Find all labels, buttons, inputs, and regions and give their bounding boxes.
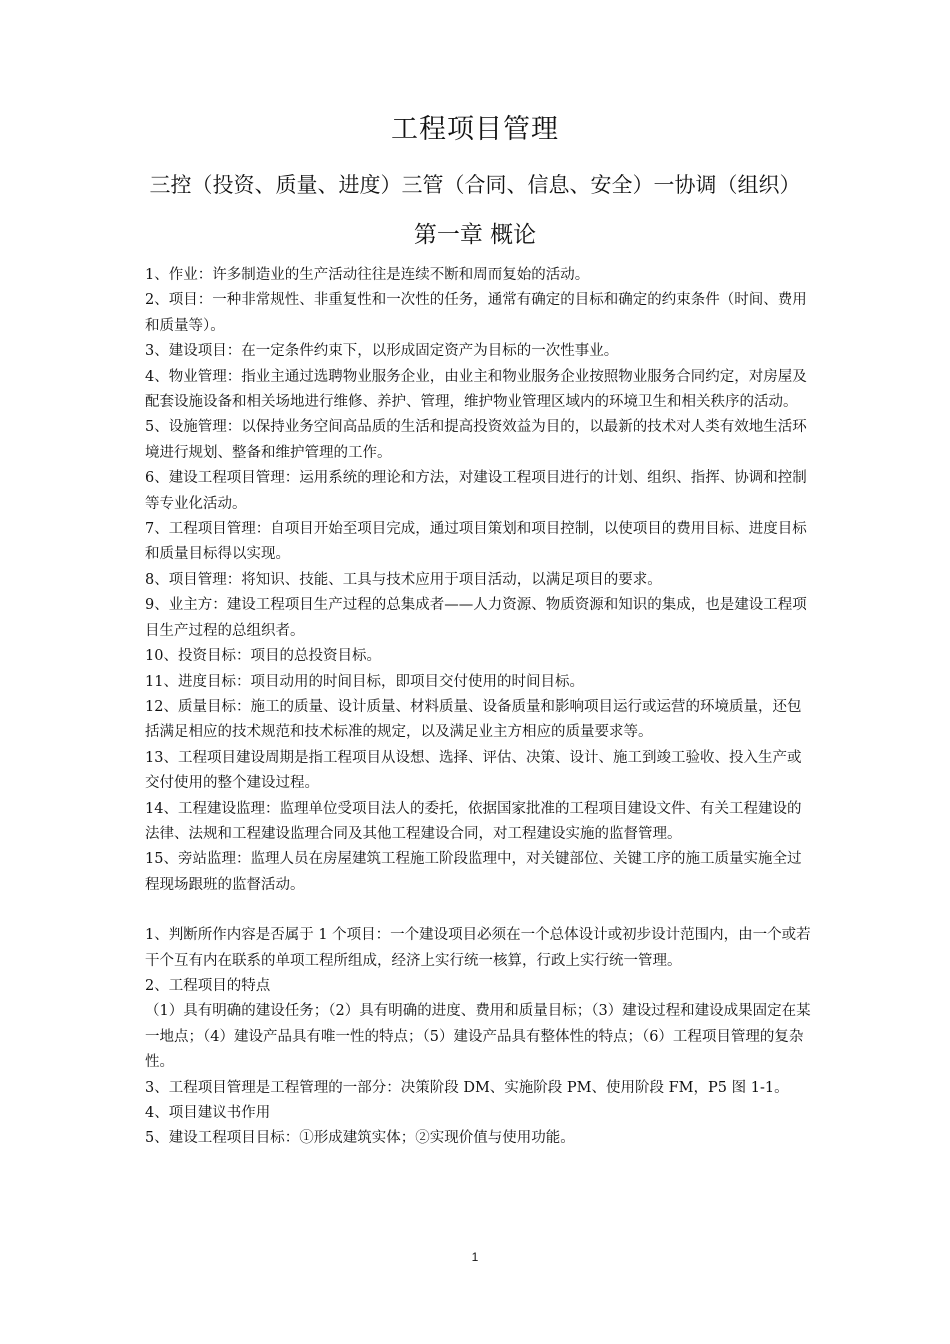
definition-item: 11、进度目标：项目动用的时间目标，即项目交付使用的时间目标。 <box>145 673 584 690</box>
definition-item: 10、投资目标：项目的总投资目标。 <box>145 648 381 665</box>
document-subtitle: 三控（投资、质量、进度）三管（合同、信息、安全）一协调（组织） <box>149 173 801 197</box>
key-point-item: 2、工程项目的特点 <box>145 977 271 994</box>
definition-item: 13、工程项目建设周期是指工程项目从设想、选择、评估、决策、设计、施工到竣工验收、投入生产或交付使用的整个建设过程。 <box>145 749 802 792</box>
section-spacer <box>145 898 815 923</box>
definition-item: 3、建设项目：在一定条件约束下，以形成固定资产为目标的一次性事业。 <box>145 343 619 360</box>
definition-item: 6、建设工程项目管理：运用系统的理论和方法，对建设工程项目进行的计划、组织、指挥、协调和控制等专业化活动。 <box>145 470 807 512</box>
definition-item: 5、设施管理：以保持业务空间高品质的生活和提高投资效益为目的，以最新的技术对人类有效地生活环境进行规划、整备和维护管理的工作。 <box>145 419 807 461</box>
definition-item: 4、物业管理：指业主通过选聘物业服务企业，由业主和物业服务企业按照物业服务合同约定，对房屋及配套设施设备和相关场地进行维修、养护、管理，维护物业管理区域内的环境卫生和相关秩序的活动。 <box>145 368 807 411</box>
definition-item: 9、业主方：建设工程项目生产过程的总集成者——人力资源、物质资源和知识的集成，也是建设工程项目生产过程的总组织者。 <box>145 597 807 639</box>
definition-item: 8、项目管理：将知识、技能、工具与技术应用于项目活动，以满足项目的要求。 <box>145 571 662 588</box>
definition-item: 2、项目：一种非常规性、非重复性和一次性的任务，通常有确定的目标和确定的约束条件（时间、费用和质量等）。 <box>145 292 807 334</box>
key-point-item: 4、项目建议书作用 <box>145 1105 271 1121</box>
key-points-list <box>145 923 815 1152</box>
key-point-item: 1、判断所作内容是否属于 1 个项目：一个建设项目必须在一个总体设计或初步设计范围内，由一个或若干个互有内在联系的单项工程所组成，经济上实行统一核算，行政上实行统一管理。 <box>145 927 811 969</box>
page-number: 1 <box>471 1250 479 1264</box>
document-body <box>145 263 815 1152</box>
definition-item: 12、质量目标：施工的质量、设计质量、材料质量、设备质量和影响项目运行或运营的环境质量，还包括满足相应的技术规范和技术标准的规定，以及满足业主方相应的质量要求等。 <box>145 698 802 741</box>
key-point-item: 3、工程项目管理是工程管理的一部分：决策阶段 DM、实施阶段 PM、使用阶段 FM，P5 图 1-1。 <box>145 1079 789 1096</box>
definition-item: 14、工程建设监理：监理单位受项目法人的委托，依据国家批准的工程项目建设文件、有关工程建设的法律、法规和工程建设监理合同及其他工程建设合同，对工程建设实施的监督管理。 <box>145 800 802 842</box>
chapter-heading: 第一章 概论 <box>413 222 537 248</box>
definition-item: 15、旁站监理：监理人员在房屋建筑工程施工阶段监理中，对关键部位、关键工序的施工质量实施全过程现场跟班的监督活动。 <box>145 851 802 893</box>
definition-item: 1、作业：许多制造业的生产活动往往是连续不断和周而复始的活动。 <box>145 267 590 283</box>
definitions-list <box>145 263 815 898</box>
key-point-item: 5、建设工程项目目标：①形成建筑实体；②实现价值与使用功能。 <box>145 1130 575 1147</box>
definition-item: 7、工程项目管理：自项目开始至项目完成，通过项目策划和项目控制，以使项目的费用目标、进度目标和质量目标得以实现。 <box>145 521 807 563</box>
document-title: 工程项目管理 <box>391 114 559 145</box>
key-point-item: （1）具有明确的建设任务；（2）具有明确的进度、费用和质量目标；（3）建设过程和建设成果固定在某一地点；（4）建设产品具有唯一性的特点；（5）建设产品具有整体性的特点；（6）工程项目管理的复杂性。 <box>145 1003 811 1071</box>
